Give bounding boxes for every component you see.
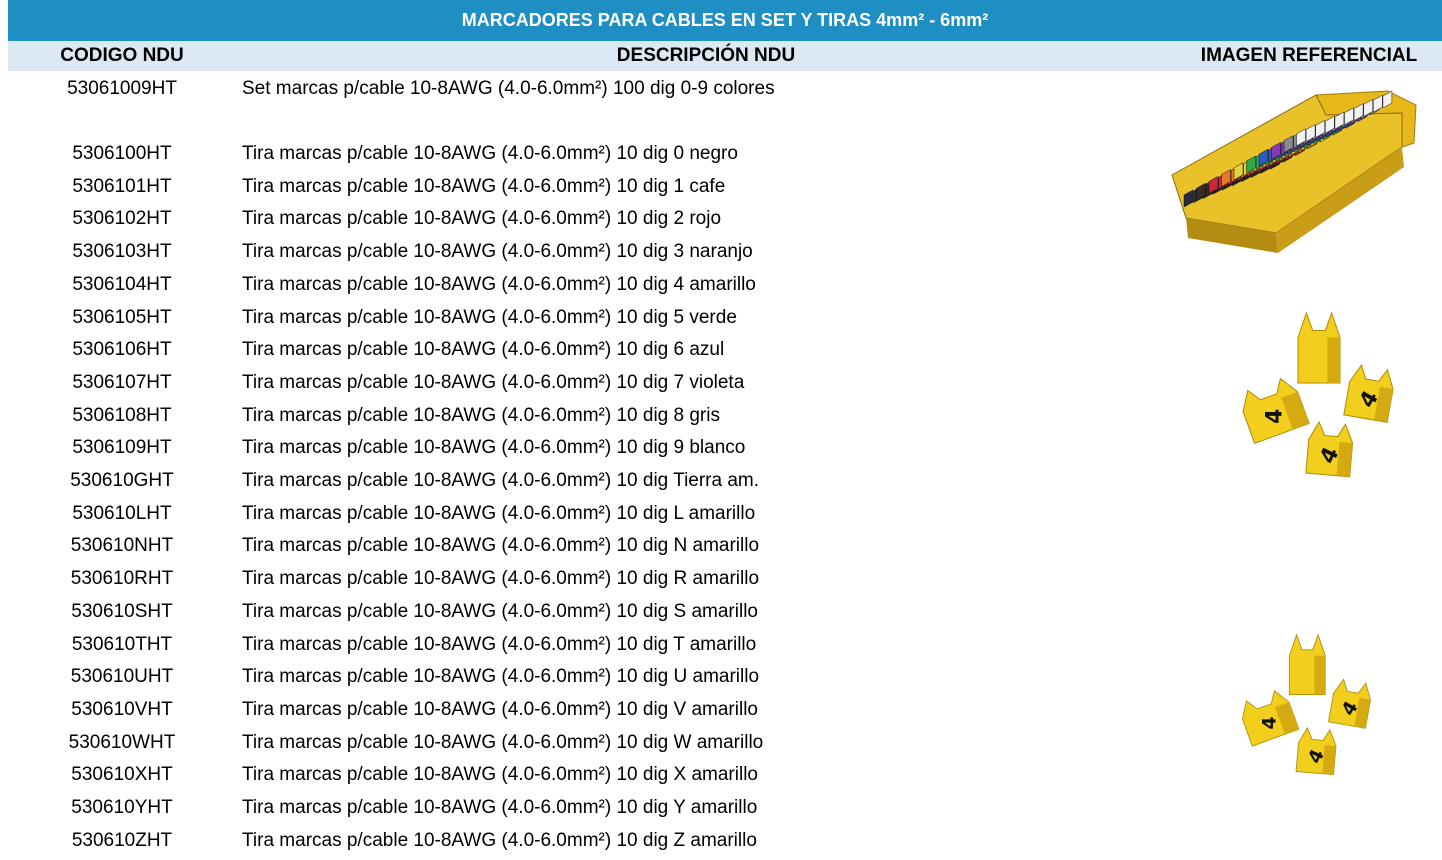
product-code: 5306105HT [72, 306, 172, 328]
cable-marker-clips-icon-2 [1215, 628, 1403, 780]
product-code: 5306103HT [72, 241, 172, 263]
product-code: 5306100HT [72, 143, 172, 164]
product-description: Set marcas p/cable 10-8AWG (4.0-6.0mm²) 100 dig 0-9 colores [242, 78, 775, 99]
table-row [0, 333, 1160, 366]
svg-text:4: 4 [1354, 386, 1385, 413]
product-description: Tira marcas p/cable 10-8AWG (4.0-6.0mm²) 10 dig 5 verde [242, 306, 737, 328]
product-description: Tira marcas p/cable 10-8AWG (4.0-6.0mm²) 10 dig 4 amarillo [242, 273, 756, 295]
product-description: Tira marcas p/cable 10-8AWG (4.0-6.0mm²) 10 dig 2 rojo [242, 208, 722, 230]
product-description: Tira marcas p/cable 10-8AWG (4.0-6.0mm²) 10 dig N amarillo [242, 535, 760, 557]
svg-text:4: 4 [1262, 408, 1288, 424]
table-row [0, 202, 1160, 235]
table-row [0, 791, 1160, 824]
product-code: 530610GHT [70, 470, 174, 491]
product-description: Tira marcas p/cable 10-8AWG (4.0-6.0mm²) 10 dig U amarillo [242, 666, 760, 688]
table-row [0, 268, 1160, 301]
product-code: 530610NHT [70, 535, 174, 557]
table-row [0, 595, 1160, 628]
product-code: 530610ZHT [71, 829, 173, 851]
product-code: 53061009HT [67, 78, 177, 99]
product-description: Tira marcas p/cable 10-8AWG (4.0-6.0mm²) 10 dig Z amarillo [242, 829, 757, 851]
product-description: Tira marcas p/cable 10-8AWG (4.0-6.0mm²) 10 dig 3 naranjo [242, 241, 753, 263]
product-description: Tira marcas p/cable 10-8AWG (4.0-6.0mm²) 10 dig S amarillo [242, 600, 758, 622]
product-description: Tira marcas p/cable 10-8AWG (4.0-6.0mm²) 10 dig Y amarillo [242, 797, 758, 818]
product-description: Tira marcas p/cable 10-8AWG (4.0-6.0mm²) 10 dig 1 cafe [242, 175, 726, 197]
product-code: 5306101HT [72, 175, 172, 197]
table-row [0, 464, 1160, 497]
svg-text:4: 4 [1304, 746, 1329, 767]
product-code: 5306107HT [72, 371, 172, 393]
svg-text:4: 4 [1315, 443, 1345, 468]
table-row [0, 529, 1160, 562]
product-description: Tira marcas p/cable 10-8AWG (4.0-6.0mm²) 10 dig 0 negro [242, 143, 738, 164]
table-row [0, 235, 1160, 268]
table-row [0, 170, 1160, 203]
table-header [8, 41, 1442, 71]
product-code: 5306106HT [72, 339, 172, 361]
product-code: 5306108HT [72, 404, 172, 426]
product-description: Tira marcas p/cable 10-8AWG (4.0-6.0mm²) 10 dig Tierra am. [242, 470, 760, 491]
product-description: Tira marcas p/cable 10-8AWG (4.0-6.0mm²) 10 dig X amarillo [242, 764, 758, 786]
product-description: Tira marcas p/cable 10-8AWG (4.0-6.0mm²) 10 dig L amarillo [242, 502, 756, 524]
table-row [0, 399, 1160, 432]
product-description: Tira marcas p/cable 10-8AWG (4.0-6.0mm²) 10 dig R amarillo [242, 568, 760, 590]
sheet-title [8, 0, 1442, 41]
product-code: 530610SHT [71, 600, 173, 622]
header-description: DESCRIPCIÓN NDU [616, 45, 796, 66]
sheet-title-text: MARCADORES PARA CABLES EN SET Y TIRAS 4mm² - 6mm² [461, 10, 989, 30]
product-code: 530610THT [71, 633, 173, 655]
product-code: 530610LHT [72, 502, 172, 524]
product-description: Tira marcas p/cable 10-8AWG (4.0-6.0mm²) 10 dig 7 violeta [242, 371, 745, 393]
table-row [0, 497, 1160, 530]
product-code: 530610XHT [71, 764, 173, 786]
table-row [0, 660, 1160, 693]
table-row [0, 758, 1160, 791]
table-row [0, 726, 1160, 759]
table-row [0, 72, 1160, 105]
product-description: Tira marcas p/cable 10-8AWG (4.0-6.0mm²) 10 dig 6 azul [242, 339, 725, 361]
table-row [0, 137, 1160, 170]
svg-text:4: 4 [1259, 716, 1281, 730]
product-code: 530610YHT [71, 797, 173, 818]
table-row [0, 562, 1160, 595]
table-row [0, 366, 1160, 399]
table-row [0, 431, 1160, 464]
product-description: Tira marcas p/cable 10-8AWG (4.0-6.0mm²) 10 dig 9 blanco [242, 437, 746, 459]
product-code: 530610WHT [68, 731, 176, 753]
cable-marker-set-icon [1166, 83, 1421, 258]
header-image: IMAGEN REFERENCIAL [1200, 45, 1418, 66]
product-code: 530610RHT [70, 568, 174, 590]
header-code: CODIGO NDU [60, 45, 184, 66]
product-code: 5306102HT [72, 208, 172, 230]
product-description: Tira marcas p/cable 10-8AWG (4.0-6.0mm²) 10 dig T amarillo [242, 633, 757, 655]
product-code: 530610UHT [70, 666, 174, 688]
product-description: Tira marcas p/cable 10-8AWG (4.0-6.0mm²) 10 dig V amarillo [242, 698, 758, 720]
table-row [0, 301, 1160, 334]
product-code: 530610VHT [71, 698, 173, 720]
svg-text:4: 4 [1338, 697, 1363, 720]
product-code: 5306104HT [72, 273, 172, 295]
table-row [0, 824, 1160, 857]
product-code: 5306109HT [72, 437, 172, 459]
table-row [0, 628, 1160, 661]
table-row [0, 693, 1160, 726]
product-description: Tira marcas p/cable 10-8AWG (4.0-6.0mm²) 10 dig W amarillo [242, 731, 764, 753]
product-description: Tira marcas p/cable 10-8AWG (4.0-6.0mm²) 10 dig 8 gris [242, 404, 720, 426]
cable-marker-clips-icon [1240, 305, 1402, 483]
